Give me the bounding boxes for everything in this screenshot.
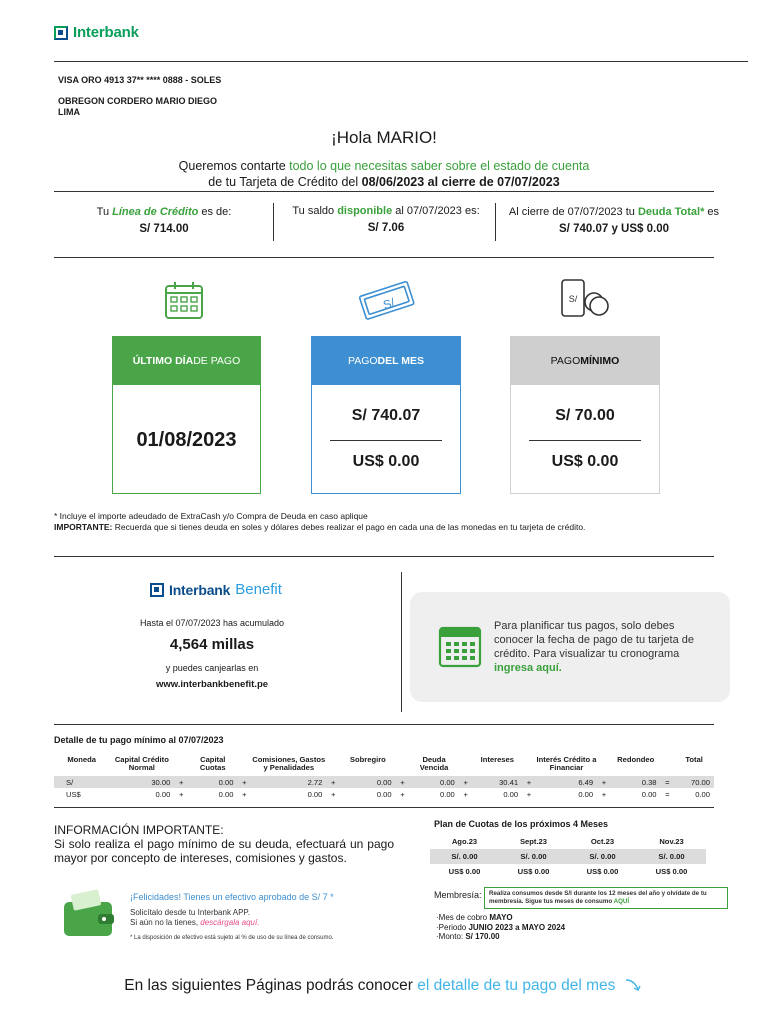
op: + (178, 789, 184, 799)
footer-message (0, 977, 768, 995)
plan-month: Ago.23 (451, 837, 478, 846)
month-payment-box (311, 336, 461, 494)
op: + (331, 789, 336, 799)
schedule-text-body: Para planificar tus pagos, solo debes conocer la fecha de pago de tu tarjeta de crédito. Para visualizar tu cronograma (494, 620, 694, 660)
plan-usd: US$ 0.00 (448, 867, 481, 876)
holder-city: LIMA (58, 107, 80, 117)
phone-glyph: S/ (568, 294, 578, 304)
minimum-amount-divider (529, 440, 641, 441)
memb-m1b: MAYO (489, 913, 513, 922)
membership-box-text: Realiza consumos desde S/I durante los 12 meses del año y olvídate de tu membresía. Sigue tus meses de consumo (489, 890, 707, 905)
cell: 30.41 (473, 776, 523, 788)
memb-m1a: ·Mes de cobro (436, 913, 490, 922)
cash-note: * La disposición de efectivo está sujeto al % de uso de su línea de consumo. (130, 934, 334, 941)
th-comisiones: Comisiones, Gastos y Penalidades (252, 755, 326, 772)
boxes-divider (54, 257, 714, 258)
miles-redeem-text: y puedes canjearlas en (165, 663, 259, 673)
total-value: S/ 740.07 y US$ 0.00 (559, 223, 669, 235)
schedule-calendar-icon (438, 626, 482, 668)
month-pen-amount: S/ 740.07 (351, 407, 421, 424)
cell: 0.00 (695, 789, 710, 799)
cell: 0.00 (641, 789, 657, 799)
th-interes-financiar: Interés Crédito a Financiar (536, 755, 597, 772)
plan-month: Sept.23 (519, 837, 547, 846)
op: + (326, 776, 340, 788)
membership-link[interactable]: AQUÍ (613, 898, 630, 905)
detail-row-pen (54, 776, 714, 788)
last-payment-day-box (112, 336, 261, 494)
arrow-icon (624, 977, 644, 995)
intro-text (0, 158, 768, 190)
benefit-divider (54, 556, 714, 557)
cell: 0.00 (409, 776, 458, 788)
credit-pre: Tu (96, 206, 113, 218)
cell: 0.00 (440, 789, 455, 799)
cell: 0.00 (155, 789, 171, 799)
wallet-icon (62, 888, 118, 940)
op: + (237, 776, 251, 788)
row-usd-currency: US$ (66, 789, 81, 799)
available-value: S/ 7.06 (367, 222, 405, 234)
total-post: es (704, 206, 720, 218)
detail-divider (54, 724, 714, 725)
cell: 2.72 (251, 776, 326, 788)
available-summary (276, 205, 496, 234)
last-day-bold: ÚLTIMO DÍA (132, 355, 194, 367)
total-hl: Deuda Total* (637, 206, 705, 218)
plan-title: Plan de Cuotas de los próximos 4 Meses (434, 819, 609, 829)
plan-pen-row (430, 849, 706, 864)
cell: 30.00 (109, 776, 174, 788)
minimum-pen-amount: S/ 70.00 (555, 407, 615, 424)
intro-l1a: Queremos contarte (178, 159, 290, 173)
phone-coins-icon (556, 276, 614, 324)
op: = (665, 789, 670, 799)
op: + (597, 776, 611, 788)
row-pen-currency: S/ (54, 776, 109, 788)
important-info (54, 823, 394, 865)
month-bold: DEL MES (377, 355, 425, 367)
th-sobregiro: Sobregiro (349, 755, 386, 764)
credit-post: es de: (198, 206, 232, 218)
plan-pen: S/. 0.00 (637, 849, 706, 864)
th-moneda: Moneda (67, 755, 97, 764)
credit-line-summary (54, 206, 274, 235)
available-post: al 07/07/2023 es: (392, 205, 480, 217)
cash-offer-text (130, 892, 380, 943)
minimum-detail-table (54, 755, 714, 800)
month-payment-header (312, 337, 460, 385)
plan-usd: US$ 0.00 (517, 867, 550, 876)
footnotes (54, 511, 585, 533)
note-important-text: Recuerda que si tienes deuda en soles y dólares debes realizar el pago en cada una de las monedas en tu tarjeta de crédito. (112, 522, 586, 532)
cell: 0.00 (340, 776, 395, 788)
interbank-logo-icon (54, 26, 68, 40)
op: + (242, 789, 247, 799)
greeting: ¡Hola MARIO! (331, 128, 437, 147)
th-capital-normal: Capital Crédito Normal (114, 755, 169, 772)
miles-value: 4,564 millas (169, 636, 255, 653)
memb-m2a: ·Periodo (436, 922, 469, 932)
memb-m3b: S/ 170.00 (465, 932, 500, 942)
note-extracash: * Incluye el importe adeudado de ExtraCash y/o Compra de Deuda en caso aplique (54, 511, 368, 521)
membership-details (436, 913, 565, 942)
op: = (661, 776, 675, 788)
cell: 0.00 (218, 789, 234, 799)
summary-divider (54, 191, 714, 192)
cell: 6.49 (536, 776, 597, 788)
total-debt-summary (496, 206, 732, 235)
op: + (463, 789, 468, 799)
benefit-suffix: Benefit (235, 581, 282, 598)
benefit-logo-icon (150, 583, 164, 597)
interbank-logo (54, 24, 139, 41)
total-pre: Al cierre de 07/07/2023 tu (508, 206, 638, 218)
op: + (174, 776, 188, 788)
important-text: Si solo realiza el pago mínimo de su deuda, efectuará un pago mayor por concepto de intereses, comisiones y gastos. (54, 837, 394, 865)
last-day-date: 01/08/2023 (136, 429, 237, 451)
op: + (522, 776, 536, 788)
benefit-vertical-divider (401, 572, 402, 712)
op: + (459, 776, 473, 788)
minimum-usd-amount: US$ 0.00 (551, 453, 619, 470)
benefit-brand: Interbank (169, 581, 231, 598)
cell: 0.00 (578, 789, 594, 799)
cell: 0.00 (188, 776, 237, 788)
op: + (400, 789, 405, 799)
cash-line-1: Solicítalo desde tu Interbank APP. (130, 907, 250, 917)
footer-text: En las siguientes Páginas podrás conocer (124, 977, 418, 995)
month-regular: PAGO (347, 355, 378, 367)
th-redondeo: Redondeo (617, 755, 655, 764)
minimum-payment-header (511, 337, 659, 385)
cell: 0.00 (307, 789, 323, 799)
plan-pen: S/. 0.00 (499, 849, 568, 864)
header-divider (54, 61, 748, 62)
plan-month: Oct.23 (590, 837, 615, 846)
th-capital-cuotas: Capital Cuotas (199, 755, 226, 772)
membership-box (484, 887, 728, 909)
minimum-payment-box (510, 336, 660, 494)
holder-name: OBREGON CORDERO MARIO DIEGO (58, 96, 218, 106)
plan-months-row (430, 834, 706, 849)
important-title: INFORMACIÓN IMPORTANTE: (54, 823, 224, 837)
benefit-url[interactable]: www.interbankbenefit.pe (155, 679, 269, 690)
plan-usd: US$ 0.00 (655, 867, 688, 876)
holder-block (58, 96, 217, 118)
op: + (396, 776, 410, 788)
cell: 0.38 (611, 776, 661, 788)
plan-usd: US$ 0.00 (586, 867, 619, 876)
last-day-regular: DE PAGO (193, 355, 241, 367)
minimum-regular: PAGO (550, 355, 581, 367)
cash-title: ¡Felicidades! Tienes un efectivo aprobado de S/ 7 * (130, 892, 334, 902)
th-intereses: Intereses (480, 755, 514, 764)
plan-pen: S/. 0.00 (430, 849, 499, 864)
intro-l2b: 08/06/2023 al cierre de 07/07/2023 (361, 175, 560, 189)
intro-l2a: de tu Tarjeta de Crédito del (208, 175, 362, 189)
detail-title: Detalle de tu pago mínimo al 07/07/2023 (54, 735, 224, 745)
cell: 70.00 (674, 776, 714, 788)
th-deuda-vencida: Deuda Vencida (419, 755, 449, 772)
bills-icon (356, 276, 420, 326)
calendar-icon (163, 280, 205, 322)
schedule-link[interactable]: ingresa aquí. (494, 662, 562, 674)
credit-hl: Línea de Crédito (112, 206, 199, 218)
memb-m3a: ·Monto: (436, 932, 466, 942)
interbank-benefit-logo (150, 581, 282, 598)
last-day-header (113, 337, 260, 385)
th-total: Total (685, 755, 703, 764)
detail-row-usd (54, 788, 714, 800)
installment-plan-table (430, 834, 706, 879)
minimum-bold: MÍNIMO (580, 355, 620, 367)
cash-line-2a: Si aún no la tienes, (130, 918, 201, 927)
summary-sep-1 (273, 203, 274, 241)
available-hl: disponible (337, 205, 393, 217)
plan-usd-row (430, 864, 706, 879)
cell: 0.00 (376, 789, 392, 799)
intro-l1b: todo lo que necesitas saber sobre el estado de cuenta (289, 159, 590, 173)
op: + (601, 789, 607, 799)
footer-link[interactable]: el detalle de tu pago del mes (417, 977, 616, 995)
month-amount-divider (330, 440, 442, 441)
note-important-label: IMPORTANTE: (54, 522, 113, 532)
lower-divider (54, 807, 714, 808)
plan-pen: S/. 0.00 (568, 849, 637, 864)
miles-accum-text: Hasta el 07/07/2023 has acumulado (139, 618, 285, 628)
cash-download-link[interactable]: descárgala aquí. (200, 918, 260, 927)
memb-m2b: JUNIO 2023 a MAYO 2024 (468, 922, 566, 932)
membership-label: Membresía: (434, 890, 482, 900)
credit-value: S/ 714.00 (139, 223, 189, 235)
cell: 0.00 (503, 789, 519, 799)
card-number: VISA ORO 4913 37** **** 0888 - SOLES (58, 75, 222, 85)
available-pre: Tu saldo (292, 205, 338, 217)
logo-text: Interbank (73, 24, 139, 41)
plan-month: Nov.23 (659, 837, 684, 846)
op: + (526, 789, 532, 799)
schedule-text (494, 619, 714, 675)
bills-icon-glyph: S/ (381, 295, 397, 313)
month-usd-amount: US$ 0.00 (352, 453, 420, 470)
